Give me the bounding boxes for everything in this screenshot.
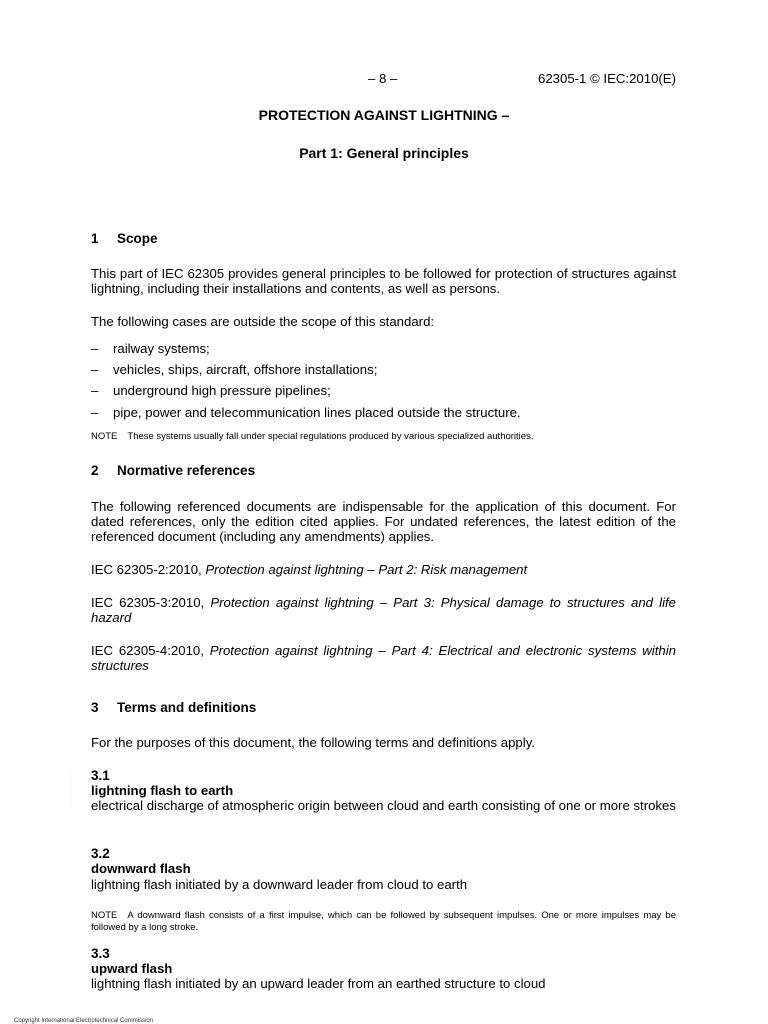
list-item: – underground high pressure pipelines; bbox=[91, 383, 676, 404]
scope-note bbox=[91, 431, 676, 443]
reference-item bbox=[91, 643, 676, 673]
term-number: 3.2 bbox=[91, 846, 110, 861]
term-name: upward flash bbox=[91, 961, 173, 976]
normative-references-paragraph: The following referenced documents are indispensable for the application of this document. For dated references, only the edition cited applies. For undated references, the latest edition of the referenced document (including any amendments) applies. bbox=[91, 499, 676, 544]
section-title: Normative references bbox=[117, 463, 256, 478]
section-heading-terms-definitions bbox=[91, 700, 256, 715]
term-number: 3.1 bbox=[91, 768, 110, 783]
section-number: 1 bbox=[91, 231, 99, 246]
list-item: – railway systems; bbox=[91, 341, 676, 362]
section-number: 3 bbox=[91, 700, 99, 715]
term-number: 3.3 bbox=[91, 946, 110, 961]
term-definition: lightning flash initiated by an upward leader from an earthed structure to cloud bbox=[91, 976, 546, 991]
note-text: A downward flash consists of a first impulse, which can be followed by subsequent impulses. One or more impulses may be followed by a long stroke. bbox=[91, 910, 676, 933]
reference-title: Protection against lightning – Part 4: Electrical and electronic systems within structures bbox=[91, 643, 676, 673]
copyright-footer: Copyright International Electrotechnical Commission bbox=[14, 1018, 154, 1024]
scope-exclusion-list bbox=[91, 341, 676, 426]
reference-code: IEC 62305-3:2010, bbox=[91, 595, 211, 610]
reference-code: IEC 62305-2:2010, bbox=[91, 562, 206, 577]
list-item: – pipe, power and telecommunication lines placed outside the structure. bbox=[91, 405, 676, 426]
margin-watermark: · · · · · · · · · · bbox=[68, 772, 74, 807]
scope-exclusions-intro: The following cases are outside the scope of this standard: bbox=[91, 314, 435, 329]
reference-item bbox=[91, 595, 676, 625]
term-definition: lightning flash initiated by a downward leader from cloud to earth bbox=[91, 877, 468, 892]
page-number: – 8 – bbox=[368, 71, 398, 86]
scope-paragraph: This part of IEC 62305 provides general principles to be followed for protection of structures against lightning, including their installations and contents, as well as persons. bbox=[91, 266, 676, 296]
section-heading-normative-references bbox=[91, 463, 255, 478]
document-part-title: Part 1: General principles bbox=[299, 145, 469, 161]
document-title: PROTECTION AGAINST LIGHTNING – bbox=[258, 107, 510, 123]
term-note bbox=[91, 910, 676, 934]
section-title: Terms and definitions bbox=[117, 700, 257, 715]
reference-item bbox=[91, 562, 676, 577]
document-id: 62305-1 © IEC:2010(E) bbox=[537, 71, 676, 86]
section-heading-scope bbox=[91, 231, 158, 246]
note-label: NOTE bbox=[91, 910, 118, 921]
note-text: These systems usually fall under special regulations produced by various specialized authorities. bbox=[127, 431, 534, 442]
note-label: NOTE bbox=[91, 431, 118, 442]
terms-intro-paragraph: For the purposes of this document, the following terms and definitions apply. bbox=[91, 735, 535, 750]
term-definition: electrical discharge of atmospheric origin between cloud and earth consisting of one or more strokes bbox=[91, 798, 676, 813]
term-name: downward flash bbox=[91, 861, 191, 876]
section-number: 2 bbox=[91, 463, 99, 478]
reference-code: IEC 62305-4:2010, bbox=[91, 643, 210, 658]
reference-title: Protection against lightning – Part 3: Physical damage to structures and life hazard bbox=[91, 595, 676, 625]
term-name: lightning flash to earth bbox=[91, 783, 234, 798]
reference-title: Protection against lightning – Part 2: Risk management bbox=[205, 562, 528, 577]
list-item: – vehicles, ships, aircraft, offshore installations; bbox=[91, 362, 676, 383]
section-title: Scope bbox=[117, 231, 158, 246]
